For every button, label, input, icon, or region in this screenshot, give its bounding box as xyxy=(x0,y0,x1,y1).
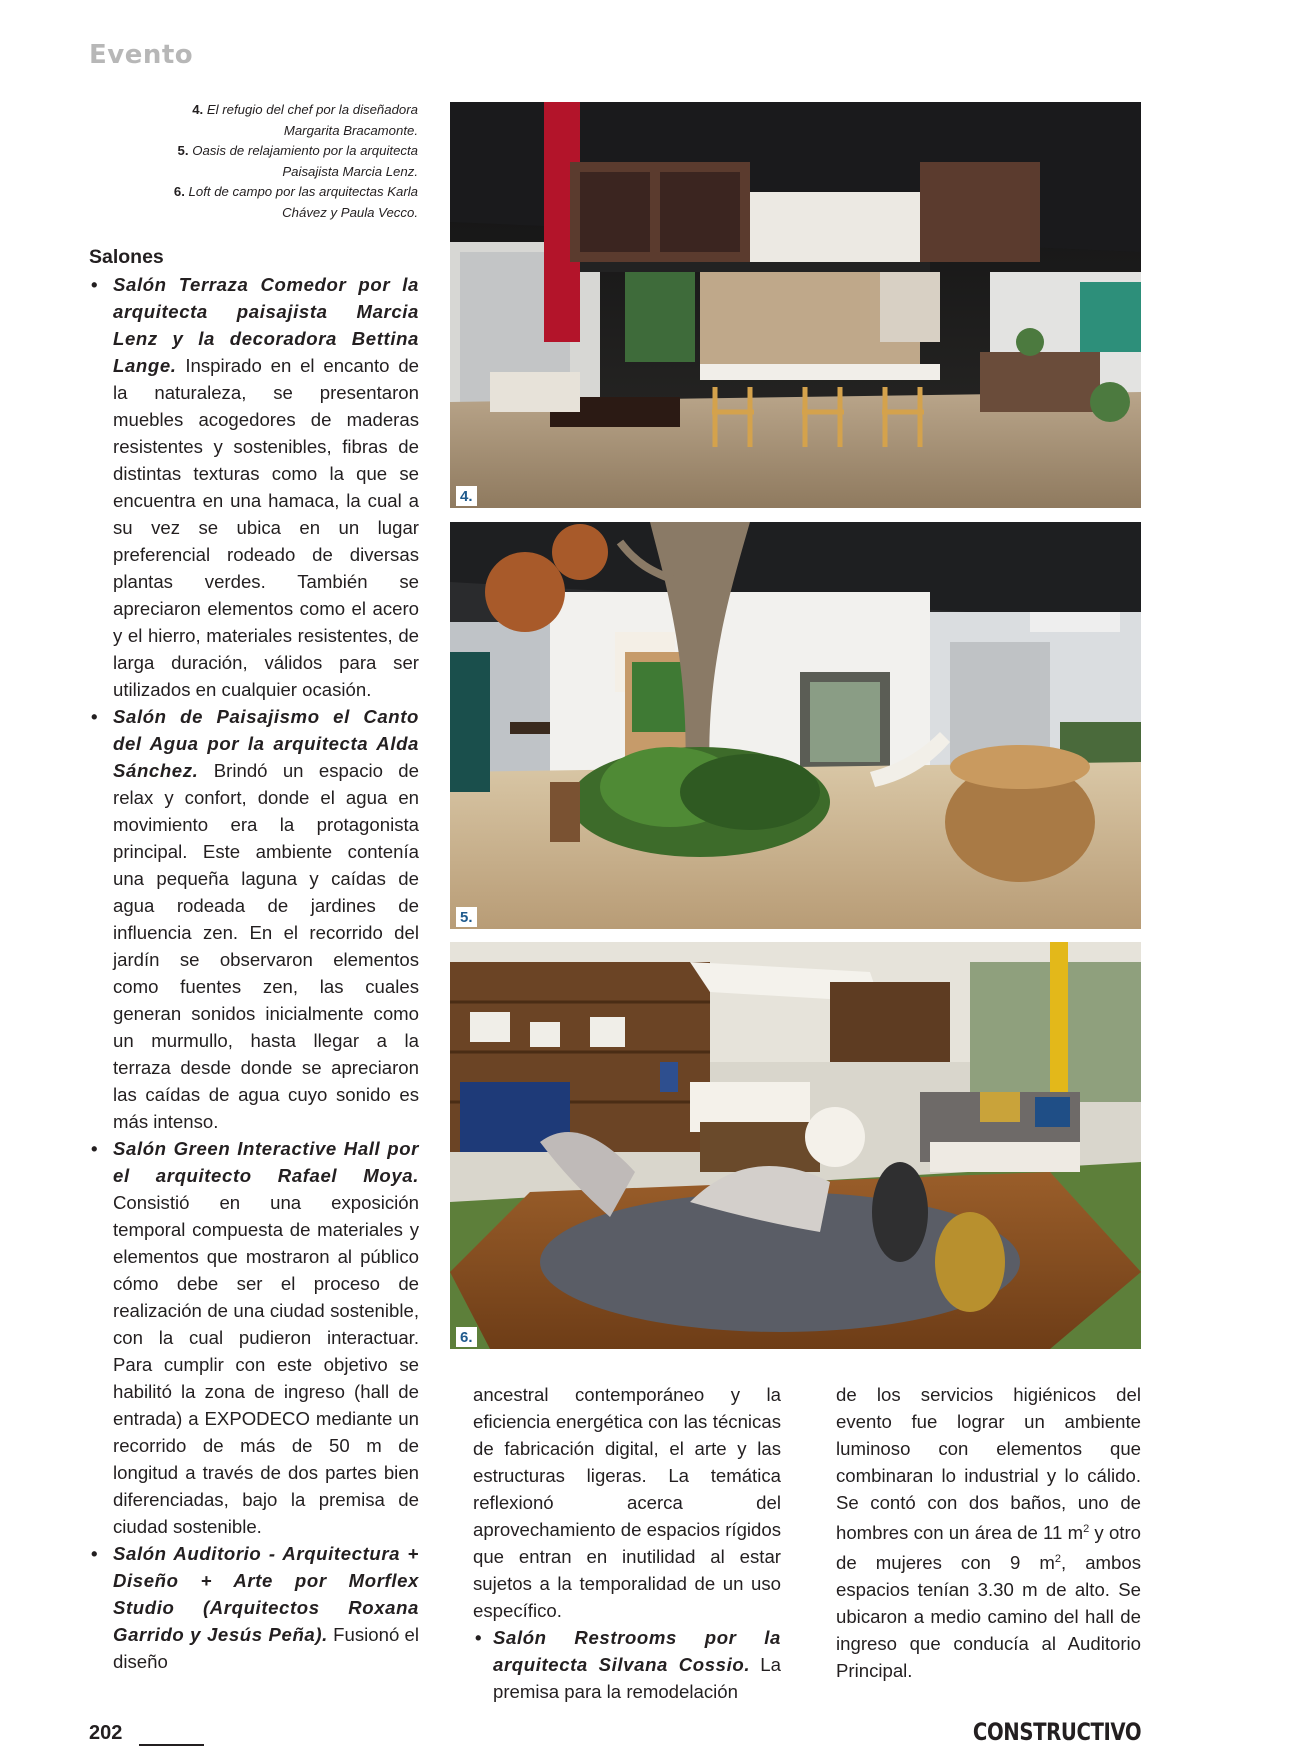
item-title: Salón Green Interactive Hall por el arquitecto Rafael Moya. xyxy=(113,1138,419,1186)
caption-4: 4. El refugio del chef por la diseñadora Margarita Bracamonte. xyxy=(192,102,418,138)
photo-chef-kitchen xyxy=(450,102,1141,508)
item-body: Inspirado en el encanto de la naturaleza, se presentaron muebles acogedores de maderas resistentes y sostenibles, fibras de distintas texturas como la que se encuentra en una hamaca, la cual a su vez se ubica en un lugar preferencial rodeado de diversas plantas verdes. También se apreciaron elementos como el acero y el hierro, materiales resistentes, de larga duración, válidos para ser utilizados en cualquier ocasión. xyxy=(113,355,419,700)
photo-6-illustration xyxy=(450,942,1141,1349)
caption-6: 6. Loft de campo por las arquitectas Karla Chávez y Paula Vecco. xyxy=(173,184,418,220)
article-column-1 xyxy=(89,244,419,1675)
photo-number: 4. xyxy=(456,486,477,506)
photo-captions xyxy=(150,100,418,223)
item-title: Salón Terraza Comedor por la arquitecta paisajista Marcia Lenz y la decoradora Bettina Lange. xyxy=(113,274,419,376)
photo-number: 5. xyxy=(456,907,477,927)
paragraph: ancestral contemporáneo y la eficiencia energética con las técnicas de fabricación digital, el arte y las estructuras ligeras. La temática reflexionó acerca del aprovechamiento de espacios rígidos que entran en inutilidad al estar sujetos a la temporalidad de un uso específico. xyxy=(473,1384,782,1621)
item-title: Salón Auditorio - Arquitectura + Diseño + Arte por Morflex Studio (Arquitectos Roxana Garrido y Jesús Peña). xyxy=(113,1543,419,1645)
list-item xyxy=(89,1540,419,1675)
photo-relax-oasis xyxy=(450,522,1141,929)
item-body: La premisa para la remodelación xyxy=(493,1654,781,1702)
article-heading: Salones xyxy=(89,246,164,268)
footer-rule xyxy=(139,1744,204,1746)
caption-5: 5. Oasis de relajamiento por la arquitecta Paisajista Marcia Lenz. xyxy=(177,143,418,179)
item-body: Consistió en una exposición temporal compuesta de materiales y elementos que mostraron al público cómo debe ser el proceso de realización de una ciudad sostenible, con la cual pudieron interactuar. Para cumplir con este objetivo se habilitó la zona de ingreso (hall de entrada) a EXPODECO mediante un recorrido de más de 50 m de longitud a través de dos partes bien diferenciadas, bajo la premisa de ciudad sostenible. xyxy=(113,1192,419,1537)
magazine-logo: CONSTRUCTIVO xyxy=(972,1718,1141,1746)
photo-4-illustration xyxy=(450,102,1141,508)
list-item xyxy=(89,271,419,703)
list-item xyxy=(473,1624,781,1705)
photo-country-loft xyxy=(450,942,1141,1349)
photo-5-illustration xyxy=(450,522,1141,929)
article-column-2 xyxy=(473,1381,781,1705)
article-column-3 xyxy=(836,1381,1141,1684)
item-body: Fusionó el diseño xyxy=(113,1624,419,1672)
item-body: Brindó un espacio de relax y confort, donde el agua en movimiento era la protagonista principal. Este ambiente contenía una pequeña laguna y caídas de agua rodeada de jardines de influencia zen. En el recorrido del jardín se observaron elementos como fuentes zen, las cuales generan sonidos inicialmente como un murmullo, hasta llegar a la terraza desde donde se apreciaron las caídas de agua cuyo sonido es más intenso. xyxy=(113,760,419,1132)
item-title: Salón de Paisajismo el Canto del Agua por la arquitecta Alda Sánchez. xyxy=(113,706,419,781)
paragraph: de los servicios higiénicos del evento fue lograr un ambiente luminoso con elementos que combinaran lo industrial y lo cálido. Se contó con dos baños, uno de hombres con un área de 11 $m^2$ y otro de mujeres con 9 $m^2$, ambos espacios tenían 3.30 m de alto. Se ubicaron a medio camino del hall de ingreso que conducía al Auditorio Principal. xyxy=(836,1384,1142,1682)
photo-number: 6. xyxy=(456,1327,477,1347)
list-item xyxy=(89,1135,419,1540)
page-number: 202 xyxy=(89,1722,123,1744)
item-title: Salón Restrooms por la arquitecta Silvana Cossio. xyxy=(493,1627,781,1675)
section-label: Evento xyxy=(89,40,194,70)
list-item xyxy=(89,703,419,1135)
